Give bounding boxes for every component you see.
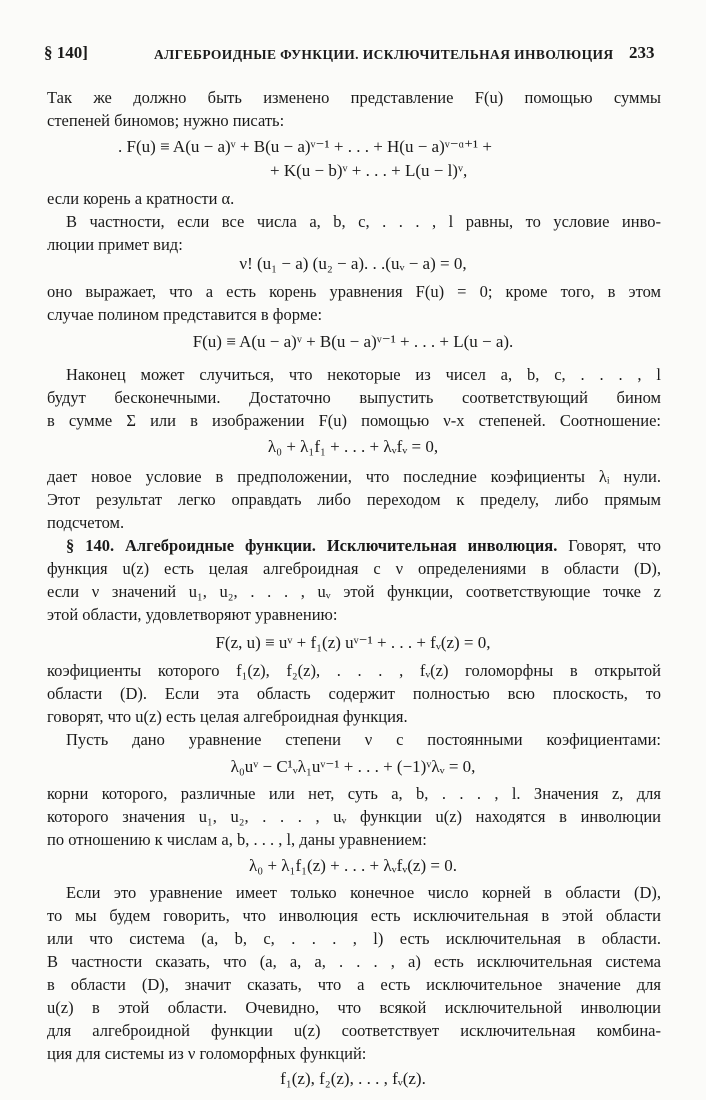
text-line: корни которого, различные или нет, суть a, b, . . . , l. Значения z, для (47, 784, 661, 803)
section-heading: § 140. Алгеброидные функции. Исключительная инволюция. (66, 536, 558, 555)
text-line: Если это уравнение имеет только конечное число корней в области (D), (66, 883, 661, 902)
text-line: то мы будем говорить, что инволюция есть исключительная в этой области (47, 906, 661, 925)
formula-line: F(u) ≡ A(u − a)ᵛ + B(u − a)ᵛ⁻¹ + . . . + L(u − a). (192, 332, 514, 351)
text-line: u(z) в этой области. Очевидно, что всякой исключительной инволюции (47, 998, 661, 1017)
formula-line: λ₀uᵛ − C¹ᵥλ₁uᵛ⁻¹ + . . . + (−1)ᵛλᵥ = 0, (230, 757, 476, 776)
text-line: будут бесконечными. Достаточно выпустить соответствующий бином (47, 388, 661, 407)
text-line: или что система (a, b, c, . . . , l) есть исключительная в области. (47, 929, 661, 948)
text-line: коэфициенты которого f₁(z), f₂(z), . . . , fᵥ(z) голоморфны в открытой (47, 661, 661, 680)
text-line: функция u(z) есть целая алгеброидная с ν определениями в области (D), (47, 559, 661, 578)
formula-line: F(z, u) ≡ uᵛ + f₁(z) uᵛ⁻¹ + . . . + fᵥ(z) = 0, (215, 633, 491, 652)
text-line: оно выражает, что a есть корень уравнения F(u) = 0; кроме того, в этом (47, 282, 661, 301)
text-line: для алгеброидной функции u(z) соответствует исключительная комбина- (47, 1021, 661, 1040)
text-line: Этот результат легко оправдать либо переходом к пределу, либо прямым (47, 490, 661, 509)
text-line: дает новое условие в предположении, что последние коэфициенты λᵢ нули. (47, 467, 661, 486)
text-line: этой области, удовлетворяют уравнению: (47, 605, 338, 624)
formula-line: f₁(z), f₂(z), . . . , fᵥ(z). (280, 1069, 426, 1088)
text-line: ция для системы из ν голоморфных функций: (47, 1044, 367, 1063)
text-line: случае полином представится в форме: (47, 305, 323, 324)
formula-line: . F(u) ≡ A(u − a)ᵛ + B(u − a)ᵛ⁻¹ + . . . + H(u − a)ᵛ⁻ᵅ⁺¹ + (118, 137, 492, 156)
text-line: если ν значений u₁, u₂, . . . , uᵥ этой функции, соответствующие точке z (47, 582, 661, 601)
formula-line: + K(u − b)ᵛ + . . . + L(u − l)ᵛ, (270, 161, 468, 180)
text-line: В частности сказать, что (a, a, a, . . . , a) есть исключительная система (47, 952, 661, 971)
running-head-section: § 140] (44, 43, 88, 62)
formula-line: ν! (u₁ − a) (u₂ − a). . .(uᵥ − a) = 0, (239, 254, 467, 273)
text-line: по отношению к числам a, b, . . . , l, даны уравнением: (47, 830, 427, 849)
text-line: области (D). Если эта область содержит полностью всю плоскость, то (47, 684, 661, 703)
page-number: 233 (629, 43, 655, 62)
running-head-title: АЛГЕБРОИДНЫЕ ФУНКЦИИ. ИСКЛЮЧИТЕЛЬНАЯ ИНВОЛЮЦИЯ (154, 47, 614, 62)
formula-line: λ₀ + λ₁f₁(z) + . . . + λᵥfᵥ(z) = 0. (249, 856, 457, 875)
text-line: в области (D), значит сказать, что a есть исключительное значение для (47, 975, 661, 994)
text-line: Наконец может случиться, что некоторые из чисел a, b, c, . . . , l (66, 365, 661, 384)
section-heading-continuation: Говорят, что (557, 536, 661, 555)
formula-line: λ₀ + λ₁f₁ + . . . + λᵥfᵥ = 0, (267, 437, 439, 456)
text-line: подсчетом. (47, 513, 125, 532)
text-line: если корень a кратности α. (47, 189, 235, 208)
text-line: в сумме Σ или в изображении F(u) помощью ν-х степеней. Соотношение: (47, 411, 661, 430)
text-line: Так же должно быть изменено представление F(u) помощью суммы (47, 88, 661, 107)
text-line: степеней биномов; нужно писать: (47, 111, 285, 130)
text-line: которого значения u₁, u₂, . . . , uᵥ функции u(z) находятся в инволюции (47, 807, 661, 826)
text-line: говорят, что u(z) есть целая алгеброидная функция. (47, 707, 408, 726)
section-heading-line (66, 535, 661, 557)
text-line: люции примет вид: (47, 235, 183, 254)
text-line: Пусть дано уравнение степени ν с постоянными коэфициентами: (66, 730, 661, 749)
text-line: В частности, если все числа a, b, c, . . . , l равны, то условие инво- (66, 212, 661, 231)
